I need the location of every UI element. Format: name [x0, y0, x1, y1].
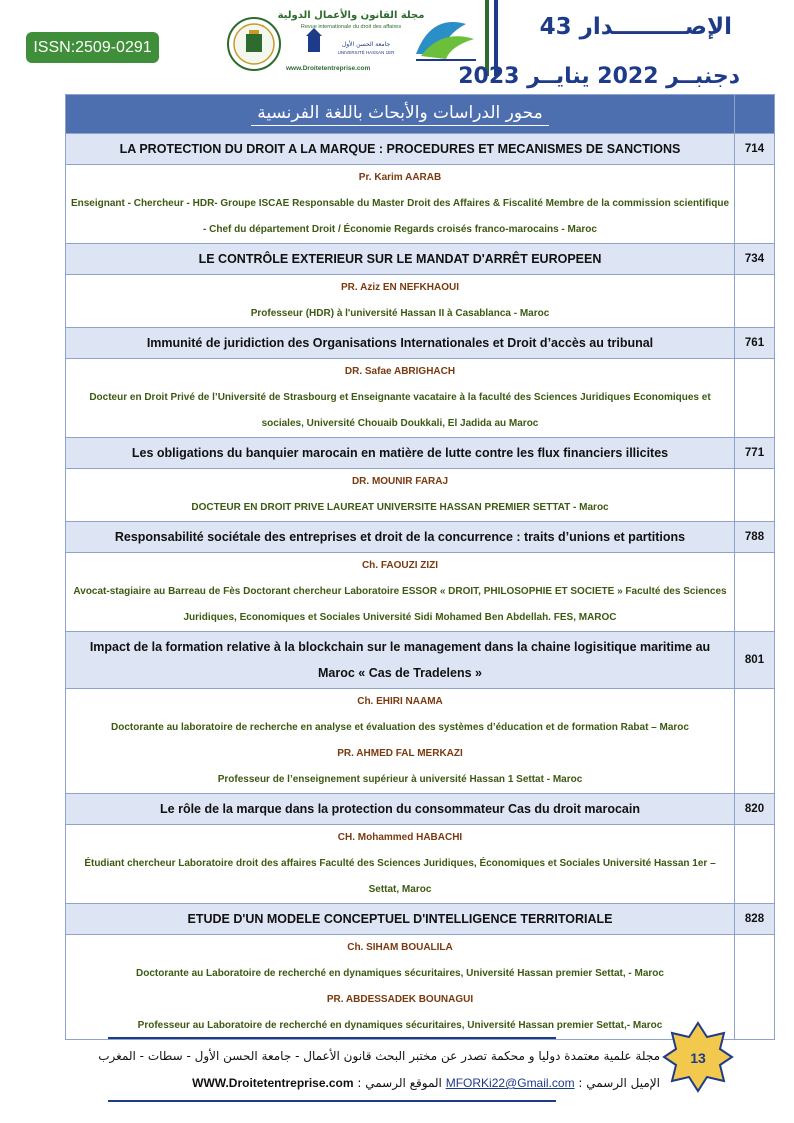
article-info-side — [735, 359, 775, 438]
article-author: DR. MOUNIR FARAJ — [351, 476, 449, 487]
article-page: 771 — [735, 438, 775, 469]
toc-row — [66, 632, 775, 689]
article-page: 714 — [735, 134, 775, 165]
toc-info-row — [66, 553, 775, 632]
article-info — [66, 689, 735, 794]
article-title: Le rôle de la marque dans la protection du consommateur Cas du droit marocain — [66, 794, 735, 825]
footer-rule — [108, 1037, 556, 1039]
article-title: ETUDE D'UN MODELE CONCEPTUEL D'INTELLIGENCE TERRITORIALE — [66, 904, 735, 935]
toc-info-row — [66, 825, 775, 904]
article-author: PR. AHMED FAL MERKAZI — [337, 748, 463, 759]
email-label: الإميل الرسمي : — [578, 1076, 660, 1090]
article-info — [66, 553, 735, 632]
footer-rule — [108, 1100, 556, 1102]
article-info-side — [735, 165, 775, 244]
footer-description: مجلة علمية معتمدة دوليا و محكمة تصدر عن مختبر البحث قانون الأعمال - جامعة الحسن الأول - سطات - المغرب — [98, 1049, 660, 1063]
article-author: Pr. Karim AARAB — [358, 172, 442, 183]
article-title: Les obligations du banquier marocain en matière de lutte contre les flux financiers illicites — [66, 438, 735, 469]
logo-fr-title: Revue internationale du droit des affaires — [300, 24, 402, 30]
article-affiliation: Professeur (HDR) à l'université Hassan II à Casablanca - Maroc — [250, 308, 550, 319]
logo-site: www.Droitetentreprise.com — [286, 65, 371, 72]
article-page: 820 — [735, 794, 775, 825]
article-info-side — [735, 553, 775, 632]
article-info — [66, 935, 735, 1040]
issue-date: دجنبــر 2022 ينايــر 2023 — [458, 64, 740, 89]
article-author: Ch. FAOUZI ZIZI — [361, 560, 439, 571]
article-affiliation: Docteur en Droit Privé de l’Université de Strasbourg et Enseignante vacataire à la faculté des Sciences Juridiques Economiques et sociales, Université Chouaib Doukkali, El Jadida au Maroc — [89, 392, 711, 429]
toc-info-row — [66, 469, 775, 522]
toc-info-row — [66, 689, 775, 794]
article-page: 828 — [735, 904, 775, 935]
article-info — [66, 359, 735, 438]
toc-info-row — [66, 359, 775, 438]
toc-row — [66, 438, 775, 469]
article-title: Immunité de juridiction des Organisations Internationales et Droit d’accès au tribunal — [66, 328, 735, 359]
article-affiliation: Doctorante au Laboratoire de recherché en dynamiques sécuritaires, Université Hassan premier Settat, - Maroc — [136, 968, 664, 979]
issn-badge: ISSN:2509-0291 — [26, 32, 159, 63]
article-author: Ch. SIHAM BOUALILA — [347, 942, 453, 953]
article-page: 788 — [735, 522, 775, 553]
logo-university: جامعة الحسن الأول — [341, 41, 391, 48]
article-info — [66, 469, 735, 522]
toc-row — [66, 328, 775, 359]
article-affiliation: Enseignant - Chercheur - HDR- Groupe ISCAE Responsable du Master Droit des Affaires & Fiscalité Membre de la commission scientifique - Chef du département Droit / Économie Regards croisés franco-marocains - Maroc — [70, 198, 730, 235]
article-title: LE CONTRÔLE EXTERIEUR SUR LE MANDAT D'ARRÊT EUROPEEN — [66, 244, 735, 275]
article-info-side — [735, 469, 775, 522]
footer-contact — [192, 1076, 660, 1090]
toc-row — [66, 794, 775, 825]
article-affiliation: Avocat-stagiaire au Barreau de Fès Doctorant chercheur Laboratoire ESSOR « DROIT, PHILOSOPHIE ET SOCIETE » Faculté des Sciences Juridiques, Economiques et Sociales Université Sidi Mohamed Ben Abdellah. FES, MAROC — [73, 586, 727, 623]
article-info-side — [735, 825, 775, 904]
article-affiliation: Étudiant chercheur Laboratoire droit des affaires Faculté des Sciences Juridiques, Économiques et Sociales Université Hassan 1er – Settat, Maroc — [84, 858, 716, 895]
table-of-contents — [65, 94, 775, 1040]
article-affiliation: Professeur au Laboratoire de recherché en dynamiques sécuritaires, Université Hassan premier Settat,- Maroc — [137, 1020, 663, 1031]
toc-info-row — [66, 165, 775, 244]
article-info — [66, 275, 735, 328]
toc-row — [66, 244, 775, 275]
article-title: Responsabilité sociétale des entreprises et droit de la concurrence : traits d’unions et partitions — [66, 522, 735, 553]
toc-row — [66, 134, 775, 165]
section-title-side — [735, 95, 775, 134]
toc-row — [66, 904, 775, 935]
article-info — [66, 165, 735, 244]
site-label: الموقع الرسمي : — [357, 1076, 442, 1090]
article-info — [66, 825, 735, 904]
article-author: CH. Mohammed HABACHI — [337, 832, 463, 843]
email-link[interactable]: MFORKi22@Gmail.com — [445, 1076, 575, 1090]
article-page: 734 — [735, 244, 775, 275]
site-link[interactable]: WWW.Droitetentreprise.com — [192, 1076, 354, 1090]
toc-info-row — [66, 275, 775, 328]
article-title: Impact de la formation relative à la blockchain sur le management dans la chaine logisitique maritime au Maroc « Cas de Tradelens » — [66, 632, 735, 689]
section-title: محور الدراسات والأبحاث باللغة الفرنسية — [66, 95, 735, 134]
article-info-side — [735, 689, 775, 794]
article-page: 761 — [735, 328, 775, 359]
journal-logo — [216, 4, 481, 74]
toc-row — [66, 522, 775, 553]
article-title: LA PROTECTION DU DROIT A LA MARQUE : PROCEDURES ET MECANISMES DE SANCTIONS — [66, 134, 735, 165]
logo-ar-title: مجلة القانون والأعمال الدولية — [277, 10, 425, 21]
article-affiliation: Doctorante au laboratoire de recherche en analyse et évaluation des systèmes d’éducation et de formation Rabat – Maroc — [111, 722, 689, 733]
article-author: PR. Aziz EN NEFKHAOUI — [341, 282, 459, 293]
article-affiliation: Professeur de l’enseignement supérieur à université Hassan 1 Settat - Maroc — [217, 774, 583, 785]
page-number: 13 — [690, 1050, 706, 1066]
article-info-side — [735, 275, 775, 328]
article-author: Ch. EHIRI NAAMA — [357, 696, 443, 707]
article-info-side — [735, 935, 775, 1040]
issue-number: الإصـــــــــدار 43 — [539, 14, 732, 40]
page-number-badge — [662, 1021, 734, 1093]
article-affiliation: DOCTEUR EN DROIT PRIVE LAUREAT UNIVERSITE HASSAN PREMIER SETTAT - Maroc — [191, 502, 609, 513]
logo-university-fr: UNIVERSITÉ HASSAN 1ER — [337, 50, 395, 55]
article-page: 801 — [735, 632, 775, 689]
article-author: DR. Safae ABRIGHACH — [344, 366, 456, 377]
article-author: PR. ABDESSADEK BOUNAGUI — [326, 994, 474, 1005]
